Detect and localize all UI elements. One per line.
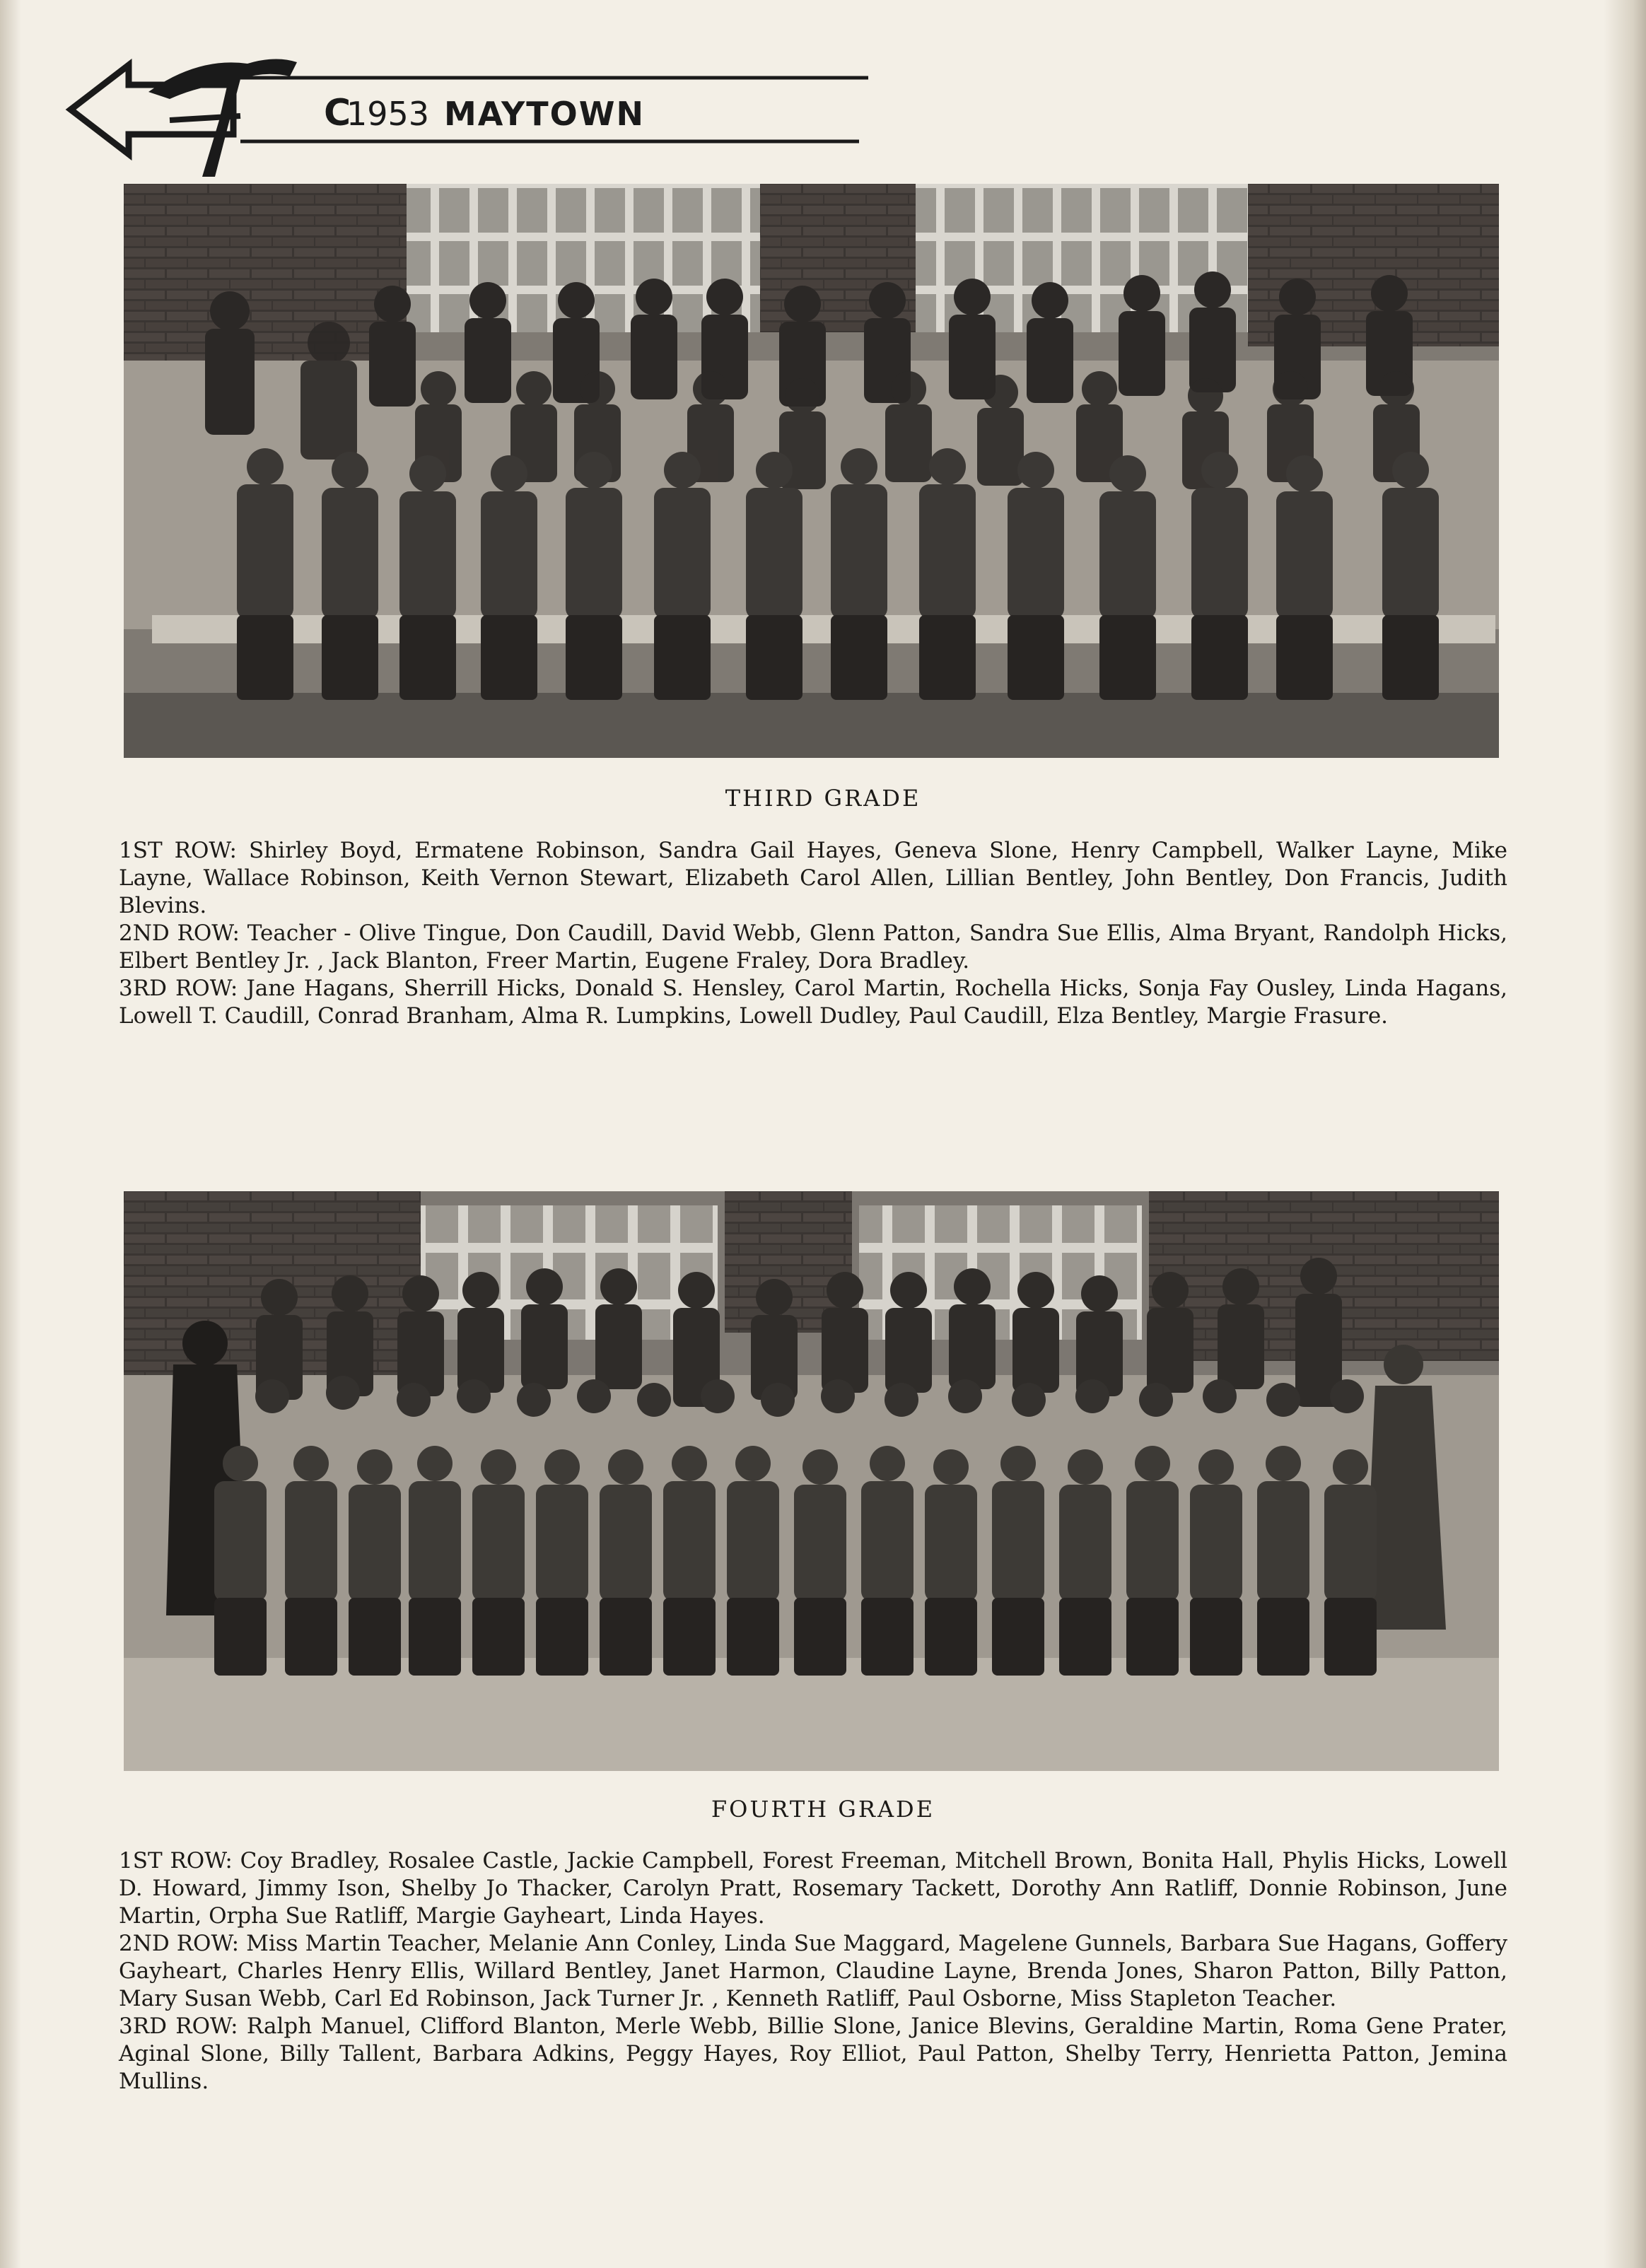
third-grade-row-1: 1ST ROW: Shirley Boyd, Ermatene Robinson, Sandra Gail Hayes, Geneva Slone, Henry Campbell, Walker Layne, Mike Layne, Wallace Robinson, Keith Vernon Stewart, Elizabeth Carol Allen, Lillian Bentley, John Bentley, Don Francis, Judith Blevins. [119, 838, 1507, 918]
third-grade-roster [119, 837, 1507, 1030]
fourth-grade-row-2: 2ND ROW: Miss Martin Teacher, Melanie Ann Conley, Linda Sue Maggard, Magelene Gunnels, Barbara Sue Hagans, Goffery Gayheart, Charles Henry Ellis, Willard Bentley, Janet Harmon, Claudine Layne, Brenda Jones, Sharon Patton, Billy Patton, Mary Susan Webb, Carl Ed Robinson, Jack Turner Jr. , Kenneth Ratliff, Paul Osborne, Miss Stapleton Teacher. [119, 1931, 1507, 2011]
page-header [64, 42, 877, 184]
fourth-grade-row-1: 1ST ROW: Coy Bradley, Rosalee Castle, Jackie Campbell, Forest Freeman, Mitchell Brown, Bonita Hall, Phylis Hicks, Lowell D. Howard, Jimmy Ison, Shelby Jo Thacker, Carolyn Pratt, Rosemary Tackett, Dorothy Ann Ratliff, Donnie Robinson, June Martin, Orpha Sue Ratliff, Margie Gayheart, Linda Hayes. [119, 1848, 1507, 1929]
third-grade-row-3: 3RD ROW: Jane Hagans, Sherrill Hicks, Donald S. Hensley, Carol Martin, Rochella Hicks, Sonja Fay Ousley, Linda Hagans, Lowell T. Caudill, Conrad Branham, Alma R. Lumpkins, Lowell Dudley, Paul Caudill, Elza Bentley, Margie Frasure. [119, 976, 1507, 1029]
header-year: 1953 [346, 95, 430, 133]
page-edge [1604, 0, 1646, 2268]
fourth-grade-class-photo [124, 1191, 1499, 1771]
page-gutter-shadow [0, 0, 21, 2268]
third-grade-caption: THIRD GRADE [725, 785, 921, 812]
third-grade-class-photo [124, 184, 1499, 758]
fourth-grade-row-3: 3RD ROW: Ralph Manuel, Clifford Blanton, Merle Webb, Billie Slone, Janice Blevins, Geraldine Martin, Roma Gene Prater, Aginal Slone, Billy Tallent, Barbara Adkins, Peggy Hayes, Roy Elliot, Paul Patton, Shelby Terry, Henrietta Patton, Jemina Mullins. [119, 2013, 1507, 2094]
third-grade-row-2: 2ND ROW: Teacher - Olive Tingue, Don Caudill, David Webb, Glenn Patton, Sandra Sue Ellis, Alma Bryant, Randolph Hicks, Elbert Bentley Jr. , Jack Blanton, Freer Martin, Eugene Fraley, Dora Bradley. [119, 920, 1507, 974]
fourth-grade-roster [119, 1847, 1507, 2095]
fourth-grade-caption: FOURTH GRADE [711, 1796, 935, 1823]
section-letter: C [324, 92, 351, 134]
header-town: MAYTOWN [444, 95, 646, 133]
